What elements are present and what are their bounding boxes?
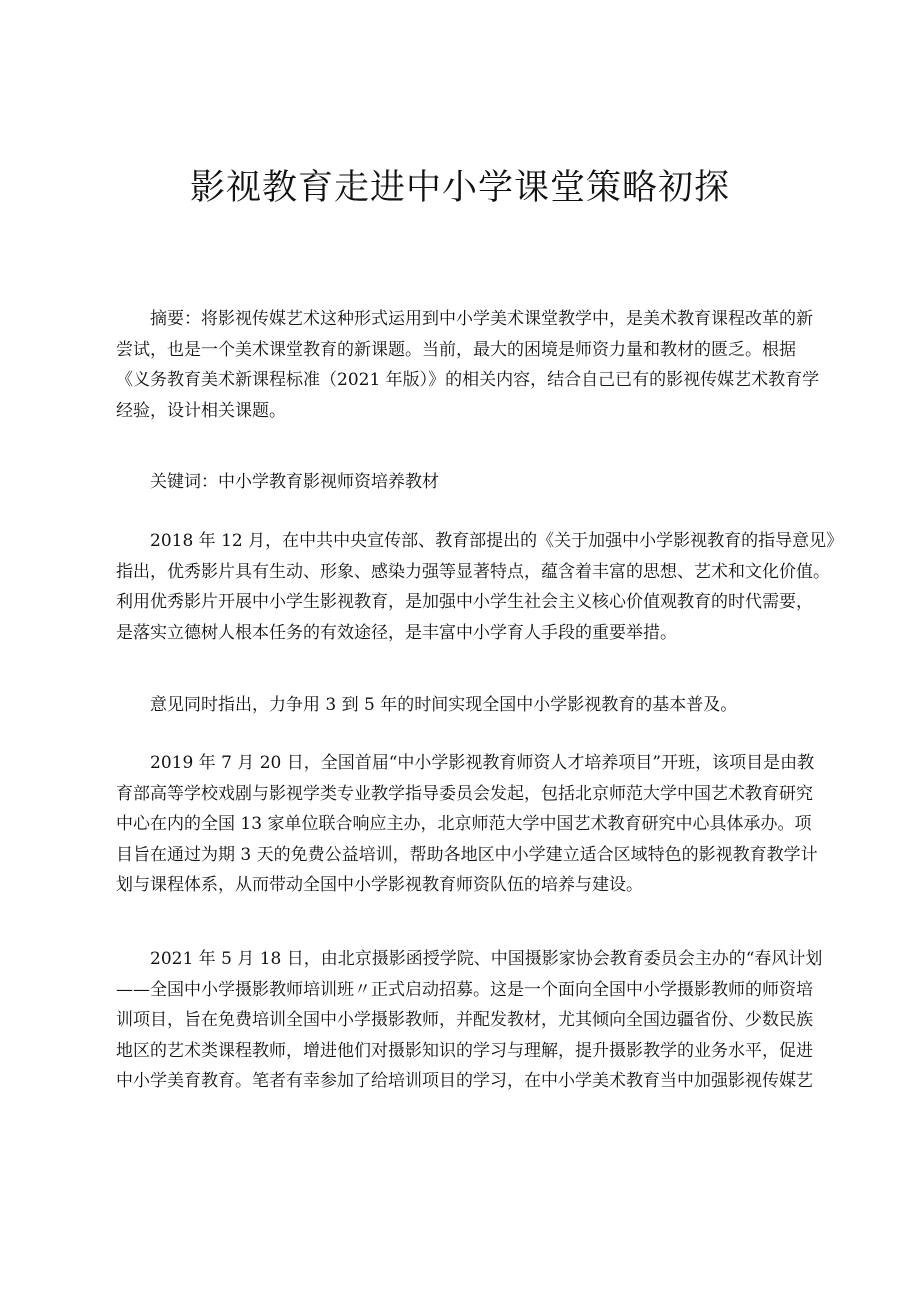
paragraph-line: 意见同时指出，力争用 3 到 5 年的时间实现全国中小学影视教育的基本普及。 [150,695,738,715]
paragraph-line: 中心在内的全国 13 家单位联合响应主办，北京师范大学中国艺术教育研究中心具体承办。项 [116,814,812,834]
abstract-paragraph [116,304,820,426]
abstract-line: 《义务教育美术新课程标准（2021 年版）》的相关内容，结合自己已有的影视传媒艺术教育学 [116,370,820,390]
paragraph-line: 训项目，旨在免费培训全国中小学摄影教师，并配发教材，尤其倾向全国边疆省份、少数民族 [116,1010,813,1030]
paragraph-line: 2019 年 7 月 20 日，全国首届“中小学影视教育师资人才培养项目”开班，该项目是由教 [150,753,815,773]
document-title: 影视教育走进中小学课堂策略初探 [189,168,730,208]
paragraph-line: 目旨在通过为期 3 天的免费公益培训，帮助各地区中小学建立适合区域特色的影视教育教学计 [116,844,818,865]
paragraph-line: 育部高等学校戏剧与影视学类专业教学指导委员会发起，包括北京师范大学中国艺术教育研究 [116,783,813,804]
paragraph-line: 2021 年 5 月 18 日，由北京摄影函授学院、中国摄影家协会教育委员会主办的“春风计划 [150,949,823,969]
paragraph-2019 [116,748,818,901]
abstract-line: 摘要：将影视传媒艺术这种形式运用到中小学美术课堂教学中，是美术教育课程改革的新 [150,309,813,329]
paragraph-2021 [116,944,823,1097]
abstract-line: 尝试，也是一个美术课堂教育的新课题。当前，最大的困境是师资力量和教材的匮乏。根据 [116,339,796,360]
paragraph-line: 中小学美育教育。笔者有幸参加了给培训项目的学习，在中小学美术教育当中加强影视传媒艺 [116,1071,813,1091]
keywords-paragraph [116,467,810,498]
paragraph-line: 利用优秀影片开展中小学生影视教育，是加强中小学生社会主义核心价值观教育的时代需要， [116,592,813,612]
paragraph-opinion [116,690,810,721]
paragraph-line: 是落实立德树人根本任务的有效途径，是丰富中小学育人手段的重要举措。 [116,622,677,643]
paragraph-line: 划与课程体系，从而带动全国中小学影视教育师资队伍的培养与建设。 [116,875,643,895]
keywords-line: 关键词：中小学教育影视师资培养教材 [150,472,439,492]
paragraph-2018 [116,526,844,648]
paragraph-line: 地区的艺术类课程教师，增进他们对摄影知识的学习与理解，提升摄影教学的业务水平，促进 [116,1040,813,1061]
paragraph-line: 2018 年 12 月，在中共中央宣传部、教育部提出的《关于加强中小学影视教育的指导意见》 [150,531,844,551]
abstract-line: 经验，设计相关课题。 [116,400,286,421]
paragraph-line: ——全国中小学摄影教师培训班〃正式启动招募。这是一个面向全国中小学摄影教师的师资培 [116,979,813,1000]
paragraph-line: 指出，优秀影片具有生动、形象、感染力强等显著特点，蕴含着丰富的思想、艺术和文化价值。 [116,561,830,582]
